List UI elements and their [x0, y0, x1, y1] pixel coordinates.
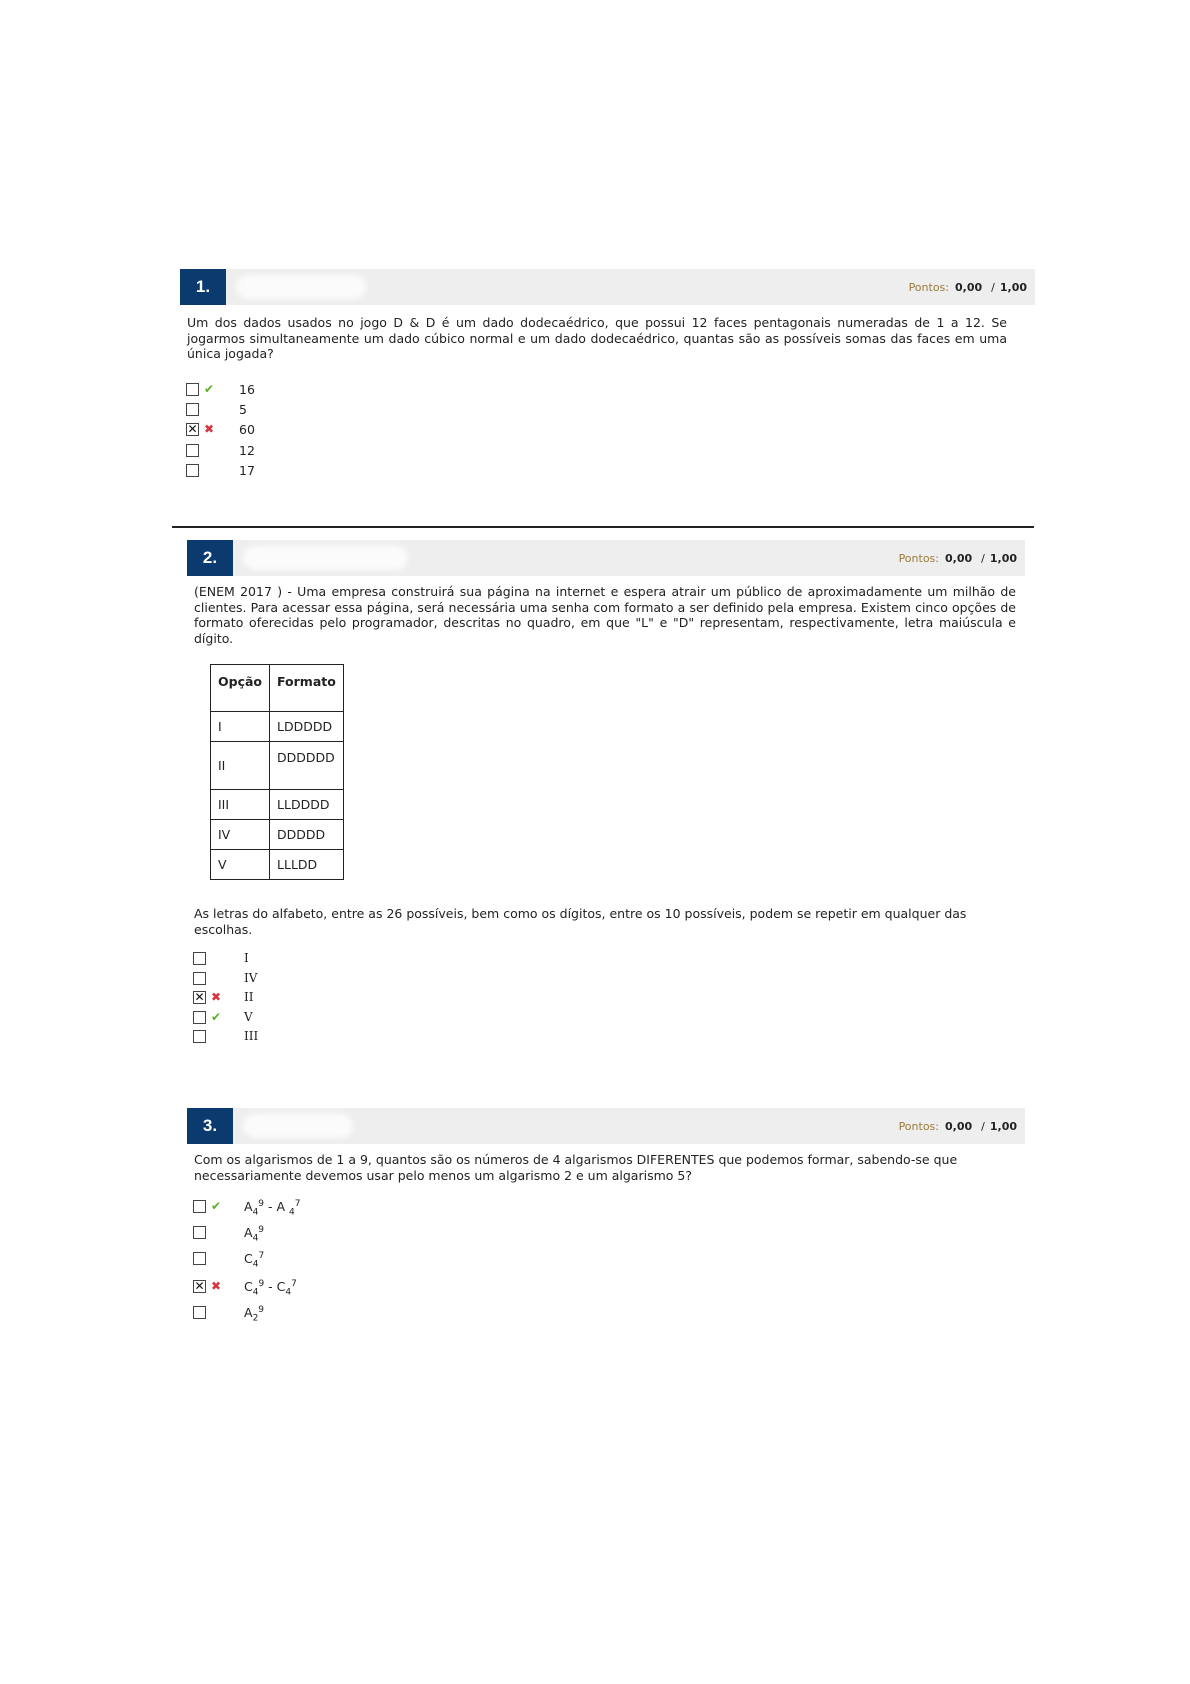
question-2-header: [187, 540, 1025, 576]
answer-label: 5: [239, 401, 247, 417]
answer-checkbox[interactable]: [186, 464, 199, 477]
question-2-note: As letras do alfabeto, entre as 26 possíveis, bem como os dígitos, entre os 10 possíveis, podem se repetir em qualquer das escolhas.: [194, 906, 967, 937]
answer-checkbox[interactable]: ✕: [194, 990, 205, 1004]
table-cell: V: [211, 850, 270, 880]
points-separator: /: [981, 1119, 985, 1133]
correct-check-icon: ✔: [211, 1199, 222, 1213]
format-table: [210, 664, 344, 880]
table-cell: LLDDDD: [270, 790, 344, 820]
formula-subscript: 4: [252, 1287, 259, 1297]
table-cell: IV: [211, 820, 270, 850]
question-3-text: Com os algarismos de 1 a 9, quantos são os números de 4 algarismos DIFERENTES que podemos formar, sabendo-se que necessariamente devemos usar pelo menos um algarismo 2 e um algarismo 5?: [194, 1152, 958, 1183]
points-max: 1,00: [989, 551, 1017, 565]
points-score: 0,00: [945, 551, 973, 565]
answer-label: [244, 1224, 265, 1243]
answer-option[interactable]: [193, 1302, 265, 1323]
answer-label: [244, 1250, 265, 1269]
correct-check-icon: ✔: [204, 382, 215, 396]
answer-label: [244, 1278, 297, 1297]
answer-checkbox[interactable]: [186, 444, 199, 457]
formula-operator: - A: [264, 1198, 290, 1214]
formula-superscript: 9: [258, 1304, 265, 1315]
points-label: Pontos:: [898, 551, 939, 565]
answer-checkbox[interactable]: [186, 383, 199, 396]
formula-symbol: A: [244, 1304, 253, 1320]
answer-label: [244, 1198, 301, 1217]
formula-symbol: C: [244, 1278, 253, 1294]
question-number: 2.: [187, 540, 233, 576]
points-label: Pontos:: [908, 280, 949, 294]
redacted-title: [243, 546, 408, 570]
formula-superscript: 7: [294, 1198, 301, 1209]
table-header-format: Formato: [270, 665, 344, 712]
table-cell: DDDDDD: [270, 742, 344, 790]
formula-subscript: 4: [285, 1287, 292, 1297]
formula-superscript: 9: [258, 1278, 265, 1289]
formula-symbol: C: [244, 1250, 253, 1266]
answer-option[interactable]: [193, 1007, 253, 1027]
points-separator: /: [981, 551, 985, 565]
answer-label: IV: [244, 971, 258, 985]
wrong-cross-icon: ✖: [204, 422, 215, 436]
formula-subscript: 2: [252, 1313, 259, 1323]
answer-checkbox[interactable]: [193, 1226, 206, 1239]
redacted-title: [236, 275, 366, 299]
answer-label: 16: [239, 381, 255, 397]
answer-option[interactable]: [186, 440, 255, 460]
answer-checkbox[interactable]: [193, 952, 206, 965]
table-header-option: Opção: [211, 665, 270, 712]
formula-symbol: A: [244, 1198, 253, 1214]
points-display: [909, 269, 1027, 305]
table-cell: LDDDDD: [270, 712, 344, 742]
answer-label: V: [244, 1010, 253, 1024]
points-max: 1,00: [999, 280, 1027, 294]
answer-checkbox[interactable]: [193, 1252, 206, 1265]
formula-subscript: 4: [289, 1207, 295, 1217]
table-cell: LLLDD: [270, 850, 344, 880]
answer-checkbox[interactable]: [193, 1306, 206, 1319]
answer-label: 12: [239, 442, 255, 458]
table-cell: II: [211, 742, 270, 790]
points-display: [899, 540, 1017, 576]
table-cell: I: [211, 712, 270, 742]
formula-superscript: 7: [291, 1278, 297, 1289]
answer-label: 60: [239, 421, 255, 437]
formula-symbol: A: [244, 1224, 253, 1240]
points-max: 1,00: [989, 1119, 1017, 1133]
section-divider: [172, 526, 1034, 528]
answer-checkbox[interactable]: [193, 1200, 206, 1213]
question-number: 1.: [180, 269, 226, 305]
formula-subscript: 4: [252, 1259, 259, 1269]
table-cell: III: [211, 790, 270, 820]
formula-superscript: 7: [258, 1250, 265, 1261]
question-1-text: Um dos dados usados no jogo D & D é um dado dodecaédrico, que possui 12 faces pentagonais numeradas de 1 a 12. Se jogarmos simultaneamente um dado cúbico normal e um dado dodecaédrico, quantas são as possíveis somas das faces em uma única jogada?: [187, 315, 1007, 361]
points-label: Pontos:: [898, 1119, 939, 1133]
points-score: 0,00: [955, 280, 983, 294]
answer-checkbox[interactable]: [193, 1030, 206, 1043]
answer-option[interactable]: [193, 1276, 297, 1297]
answer-option[interactable]: [193, 1222, 265, 1243]
answer-option[interactable]: [193, 1248, 265, 1269]
wrong-cross-icon: ✖: [211, 990, 222, 1004]
answer-option[interactable]: [193, 968, 258, 988]
formula-superscript: 9: [258, 1224, 265, 1235]
answer-checkbox[interactable]: [193, 972, 206, 985]
answer-label: [244, 1304, 265, 1323]
wrong-cross-icon: ✖: [211, 1279, 222, 1293]
answer-label: II: [244, 990, 254, 1004]
table-cell: DDDDD: [270, 820, 344, 850]
points-display: [899, 1108, 1017, 1144]
answer-option[interactable]: [186, 419, 255, 439]
correct-check-icon: ✔: [211, 1010, 222, 1024]
points-score: 0,00: [945, 1119, 973, 1133]
answer-label: III: [244, 1029, 259, 1043]
answer-option[interactable]: [186, 379, 255, 399]
redacted-title: [243, 1114, 353, 1138]
question-number: 3.: [187, 1108, 233, 1144]
question-1-header: [180, 269, 1035, 305]
answer-option[interactable]: [193, 1196, 301, 1217]
answer-option[interactable]: [193, 948, 249, 968]
formula-subscript: 4: [252, 1207, 259, 1217]
answer-option[interactable]: [186, 399, 247, 419]
formula-operator: - C: [264, 1278, 286, 1294]
answer-checkbox[interactable]: [186, 403, 199, 416]
answer-label: 17: [239, 462, 255, 478]
answer-label: I: [244, 951, 249, 965]
formula-subscript: 4: [252, 1233, 259, 1243]
answer-option[interactable]: [186, 460, 255, 480]
answer-checkbox[interactable]: [193, 1011, 206, 1024]
question-2-text: (ENEM 2017 ) - Uma empresa construirá sua página na internet e espera atrair um público de aproximadamente um milhão de clientes. Para acessar essa página, será necessária uma senha com formato a ser definido pela empresa. Existem cinco opções de formato oferecidas pelo programador, descritas no quadro, em que "L" e "D" representam, respectivamente, letra maiúscula e dígito.: [194, 584, 1016, 646]
points-separator: /: [991, 280, 995, 294]
formula-superscript: 9: [258, 1198, 265, 1209]
answer-option[interactable]: [193, 987, 254, 1007]
answer-checkbox[interactable]: ✕: [187, 422, 198, 436]
answer-checkbox[interactable]: ✕: [194, 1279, 205, 1293]
answer-option[interactable]: [193, 1026, 259, 1046]
question-3-header: [187, 1108, 1025, 1144]
